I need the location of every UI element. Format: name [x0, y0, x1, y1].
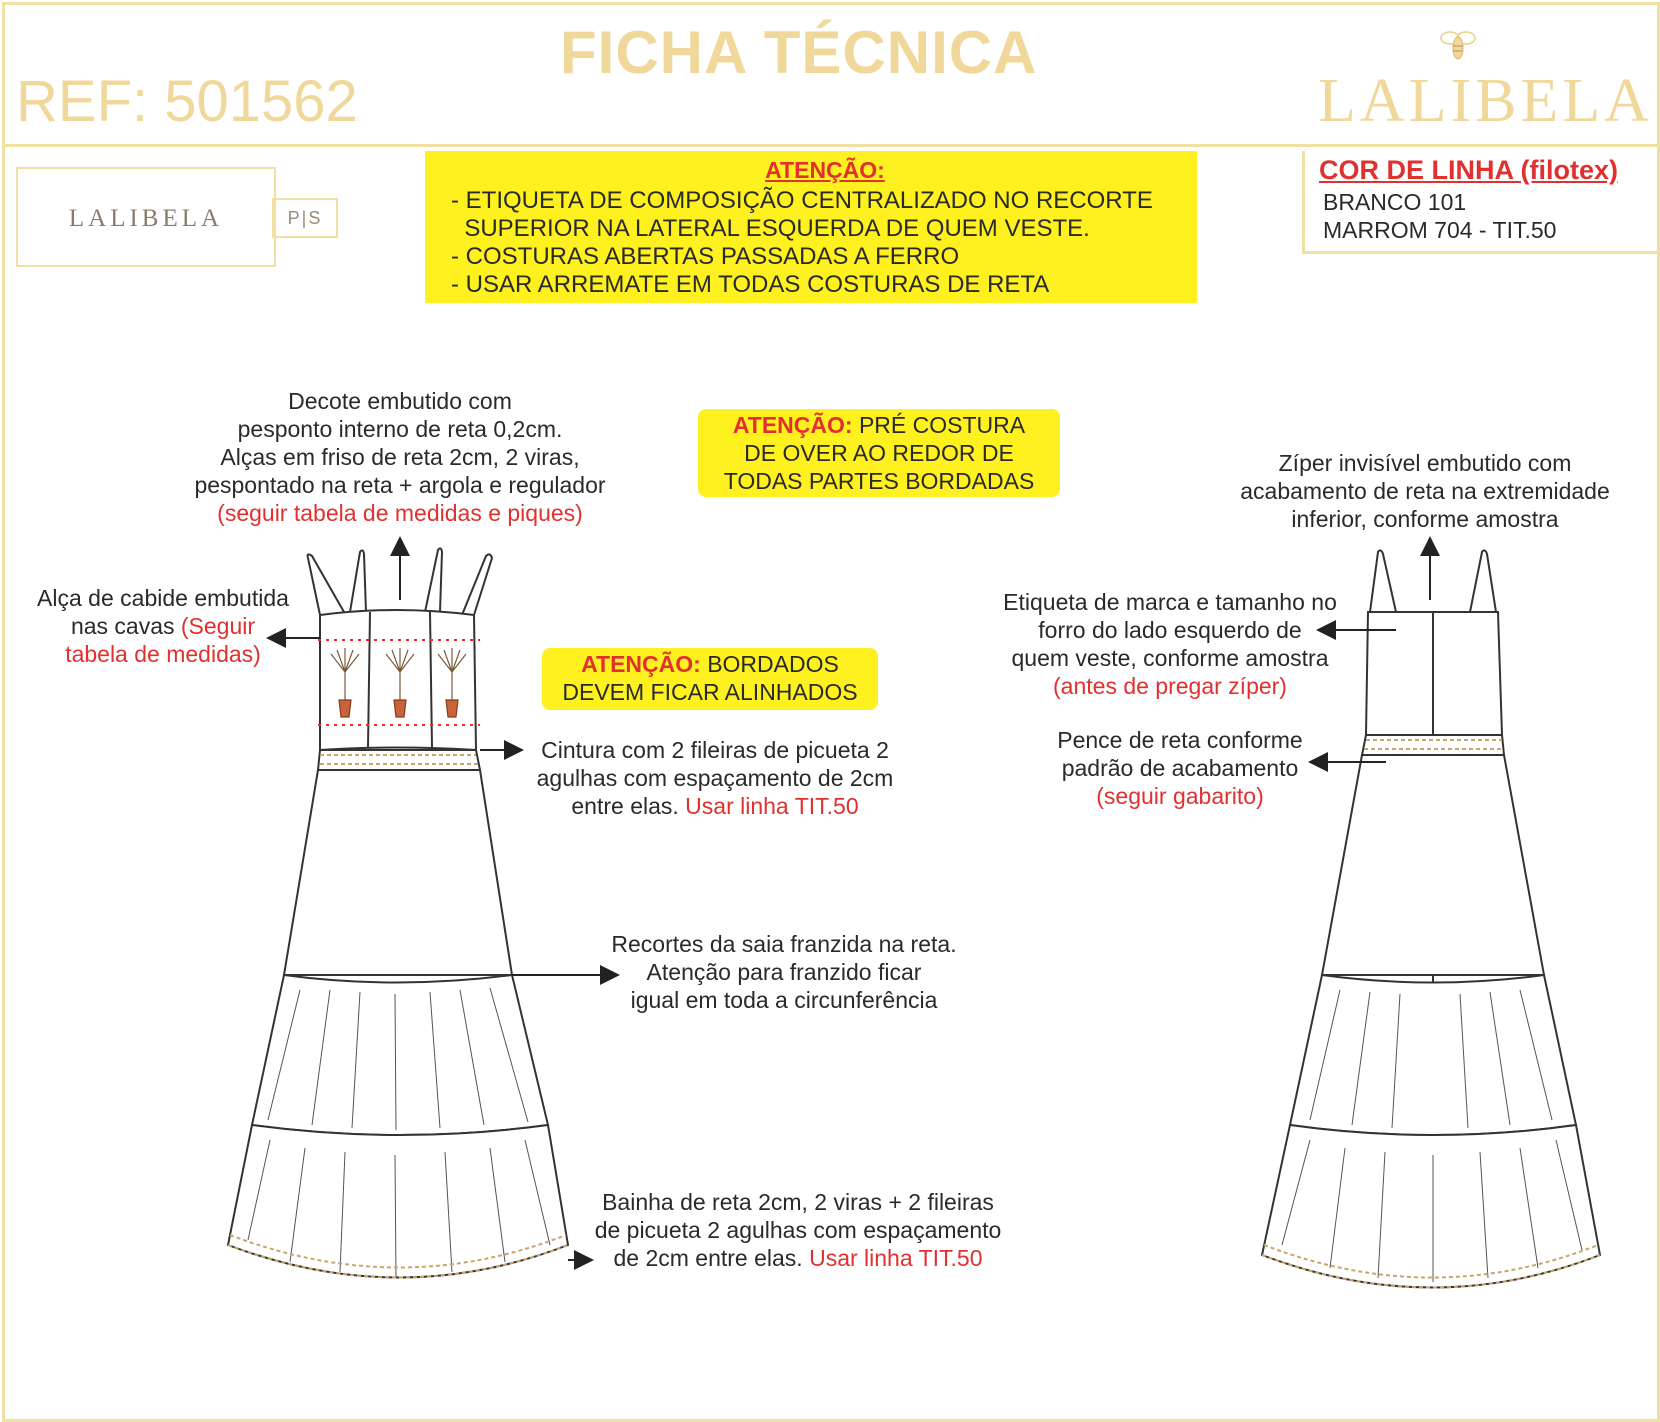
- note-line: Recortes da saia franzida na reta.: [611, 931, 957, 957]
- brand-label-text: LALIBELA: [68, 205, 224, 232]
- note-bainha: [578, 1188, 1018, 1272]
- note-line: Etiqueta de marca e tamanho no: [1003, 589, 1337, 615]
- note-line-highlight: (antes de pregar zíper): [1053, 673, 1287, 699]
- note-line: quem veste, conforme amostra: [1011, 645, 1329, 671]
- attention-line: - ETIQUETA DE COMPOSIÇÃO CENTRALIZADO NO RECORTE: [451, 187, 1153, 214]
- note-pence: [1030, 726, 1330, 810]
- thread-color-line: BRANCO 101: [1323, 189, 1467, 215]
- note-line: Pence de reta conforme: [1057, 727, 1303, 753]
- note-line: pespontado na reta + argola e regulador: [194, 472, 606, 498]
- note-line: inferior, conforme amostra: [1291, 506, 1559, 532]
- attention-line: SUPERIOR NA LATERAL ESQUERDA DE QUEM VESTE.: [451, 215, 1090, 242]
- note-line: entre elas.: [571, 793, 686, 819]
- note-line-highlight: tabela de medidas): [65, 641, 261, 667]
- note-line: forro do lado esquerdo de: [1038, 617, 1302, 643]
- note-line: Alça de cabide embutida: [37, 585, 289, 611]
- note-ziper: [1220, 449, 1630, 533]
- note-line: igual em toda a circunferência: [630, 987, 938, 1013]
- note-line: pesponto interno de reta 0,2cm.: [237, 416, 563, 442]
- note-cintura: [520, 736, 910, 820]
- note-line: acabamento de reta na extremidade: [1240, 478, 1610, 504]
- thread-color-title: COR DE LINHA (filotex): [1319, 155, 1618, 185]
- note-line: Cintura com 2 fileiras de picueta 2: [541, 737, 889, 763]
- attention-label: ATENÇÃO:: [581, 651, 701, 677]
- note-line: nas cavas: [70, 613, 181, 639]
- note-line: de picueta 2 agulhas com espaçamento: [594, 1217, 1002, 1243]
- brand-logo: LALIBELA: [1318, 67, 1654, 135]
- note-decote: [160, 387, 640, 527]
- note-line: agulhas com espaçamento de 2cm: [536, 765, 894, 791]
- note-line: Decote embutido com: [288, 388, 512, 414]
- note-line: de 2cm entre elas.: [613, 1245, 810, 1271]
- note-line: Bainha de reta 2cm, 2 viras + 2 fileiras: [602, 1189, 994, 1215]
- note-line: Alças em friso de reta 2cm, 2 viras,: [220, 444, 580, 470]
- note-line-highlight: (seguir tabela de medidas e piques): [217, 500, 583, 526]
- reference-code: REF: 501562: [16, 69, 358, 134]
- note-line: DE OVER AO REDOR DE: [744, 440, 1014, 466]
- note-pre-costura: [698, 409, 1060, 497]
- page-title: FICHA TÉCNICA: [560, 19, 1038, 86]
- attention-line: - USAR ARREMATE EM TODAS COSTURAS DE RETA: [451, 271, 1050, 298]
- thread-color-line: MARROM 704 - TIT.50: [1323, 217, 1557, 243]
- note-etiqueta: [980, 588, 1360, 700]
- note-line-highlight: Usar linha TIT.50: [685, 793, 859, 819]
- note-recortes: [584, 930, 984, 1014]
- attention-label: ATENÇÃO:: [732, 412, 853, 438]
- note-line-highlight: (seguir gabarito): [1096, 783, 1264, 809]
- note-line: Atenção para franzido ficar: [646, 959, 922, 985]
- size-tag: P|S: [272, 198, 338, 238]
- attention-line: - COSTURAS ABERTAS PASSADAS A FERRO: [451, 243, 960, 270]
- note-line-highlight: (Seguir: [180, 613, 256, 639]
- note-line: DEVEM FICAR ALINHADOS: [562, 679, 858, 705]
- note-line: BORDADOS: [700, 651, 839, 677]
- note-line: padrão de acabamento: [1061, 755, 1299, 781]
- note-bordados: [542, 648, 878, 710]
- note-line-highlight: Usar linha TIT.50: [809, 1245, 983, 1271]
- note-line: PRÉ COSTURA: [852, 412, 1026, 438]
- note-line: TODAS PARTES BORDADAS: [723, 468, 1035, 494]
- note-alca-cabide: [18, 584, 308, 668]
- attention-title: ATENÇÃO:: [765, 157, 885, 183]
- note-line: Zíper invisível embutido com: [1278, 450, 1572, 476]
